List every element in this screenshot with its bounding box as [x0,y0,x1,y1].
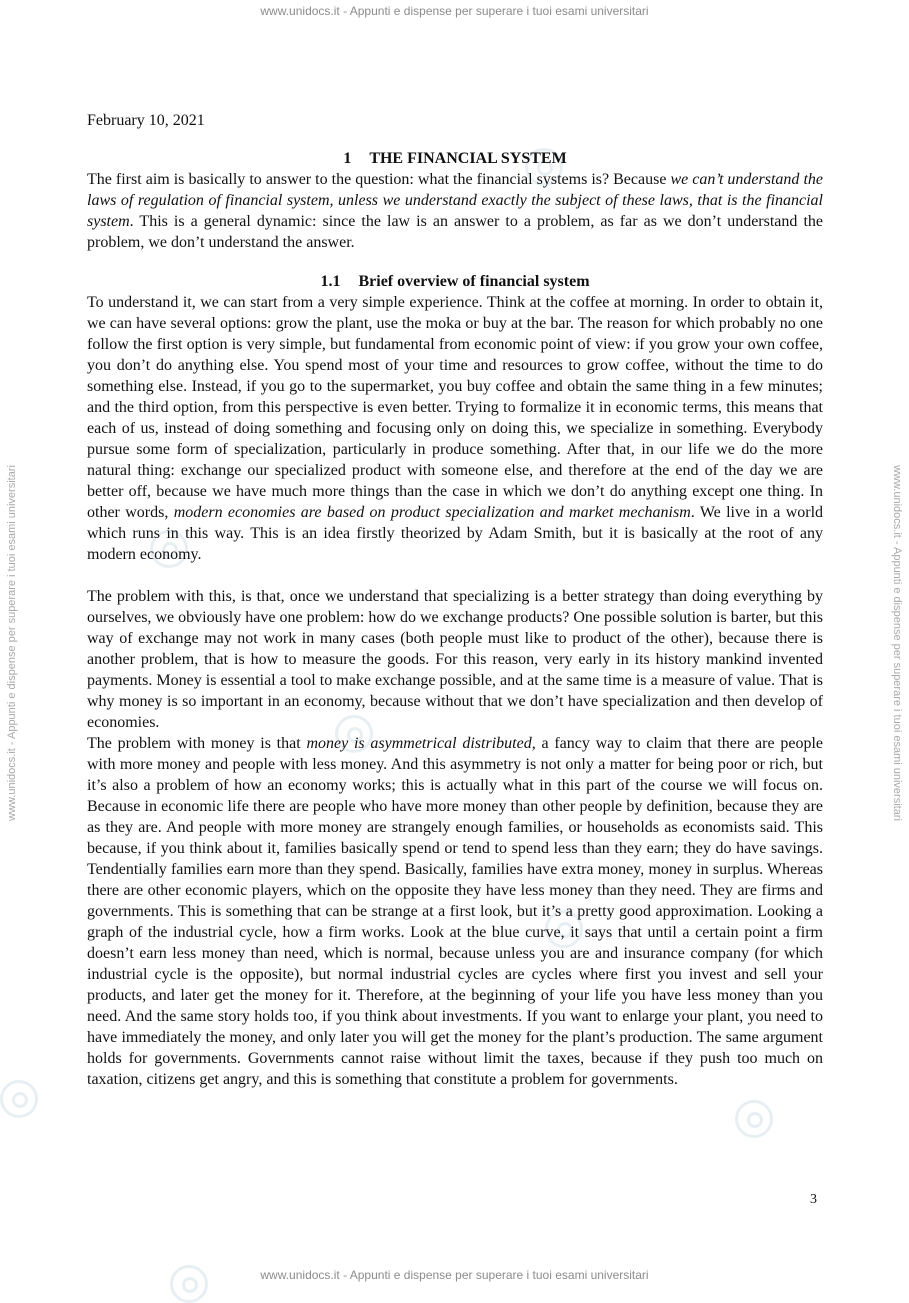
paragraph-asymmetry [87,733,823,1090]
unidocs-logo-icon [735,1100,773,1138]
intro-text-end: . This is a general dynamic: since the law is an answer to a problem, as far as we don’t understand the problem, we don’t understand the answer. [87,213,823,251]
watermark-top: www.unidocs.it - Appunti e dispense per superare i tuoi esami universitari [260,4,649,18]
intro-text: The first aim is basically to answer to the question: what the financial systems is? Because [87,171,671,188]
paragraph-text-end: a fancy way to claim that there are people with more money and people with less money. And this asymmetry is not only a matter for being poor or rich, but it’s also a problem of how an economy works; this is actually what in this part of the course we will focus on. Because in economic life there are people who have more money than other people by definition, because they are as they are. And people with more money are strangely enough families, or households as economists said. This because, if you think about it, families basically spend or tend to spend less than they earn; they do have savings. Tendentially families earn more than they spend. Basically, families have extra money, money in surplus. Whereas there are other economic players, which on the opposite they have less money than they need. They are firms and governments. This is something that can be strange at a first look, but it’s a pretty good approximation. Looking a graph of the industrial cycle, how a firm works. Look at the blue curve, it says that until a certain point a firm doesn’t earn less money than need, which is normal, because unless you are and insurance company (for which industrial cycle is the opposite), but normal industrial cycles are cycles where first you invest and sell your products, and later get the money for it. Therefore, at the beginning of your life you have less money than you need. And the same story holds too, if you think about investments. If you want to enlarge your plant, you need to have immediately the money, and only later you will get the money for the plant’s production. The same argument holds for governments. Governments cannot raise without limit the taxes, because if they push too much on taxation, citizens get angry, and this is something that constitute a problem for governments. [87,735,824,1088]
unidocs-logo-icon [0,1080,38,1118]
subsection-heading [87,272,823,292]
section-title: THE FINANCIAL SYSTEM [369,150,567,167]
paragraph-money: The problem with this, is that, once we understand that specializing is a better strategy than doing everything by ourselves, we obviously have one problem: how do we exchange products? One possible solution is barter, but this way of exchange may not work in many cases (both people must like to product of the other), because there is another problem, that is how to measure the goods. For this reason, very early in its history mankind invented payments. Money is essential a tool to make exchange possible, and at the same time is a measure of value. That is why money is so important in an economy, because without that we don’t have specialization and then develop of economies. [87,588,823,731]
paragraph-text: To understand it, we can start from a very simple experience. Think at the coffee at morning. In order to obtain it, we can have several options: grow the plant, use the moka or buy at the bar. The reason for which probably no one follow the first option is very simple, but fundamental from economic point of view: if you grow your own coffee, you don’t do anything else. You spend most of your time and resources to grow coffee, without the time to do something else. Instead, if you go to the supermarket, you buy coffee and obtain the same thing in a few minutes; and the third option, from this perspective is even better. Trying to formalize it in economic terms, this means that each of us, instead of doing something and focusing only on doing this, we specialize in something. Everybody pursue some form of specialization, particularly in produce something. After that, in our life we do the more natural thing: exchange our specialized product with someone else, and therefore at the end of the day we are better off, because we have much more things than the case in which we don’t do anything except one thing. In other words, [87,294,823,521]
page-number: 3 [810,1192,817,1207]
paragraph-emphasis: money is asymmetrical distributed, [306,735,536,752]
document-page [87,110,823,1090]
paragraph-emphasis: modern economies are based on product specialization and market mechanism [173,504,691,521]
watermark-left: www.unidocs.it - Appunti e dispense per superare i tuoi esami universitari [6,465,18,821]
section-heading [87,149,823,169]
watermark-right: www.unidocs.it - Appunti e dispense per superare i tuoi esami universitari [891,465,903,821]
unidocs-logo-icon [170,1265,208,1303]
paragraph-specialization [87,292,823,565]
watermark-bottom: www.unidocs.it - Appunti e dispense per superare i tuoi esami universitari [260,1268,649,1282]
intro-paragraph [87,169,823,253]
subsection-title: Brief overview of financial system [358,273,590,290]
intro-emphasis: we can’t understand the laws of regulation of financial system, unless we understand exactly the subject of these laws, that is the financial system [87,171,824,230]
subsection-number: 1.1 [320,273,341,290]
paragraph-text-end: . We live in a world which runs in this way. This is an idea firstly theorized by Adam Smith, but it is basically at the root of any modern economy. [87,504,824,563]
document-date: February 10, 2021 [87,112,205,129]
paragraph-text: The problem with money is that [87,735,307,752]
section-number: 1 [343,150,352,167]
